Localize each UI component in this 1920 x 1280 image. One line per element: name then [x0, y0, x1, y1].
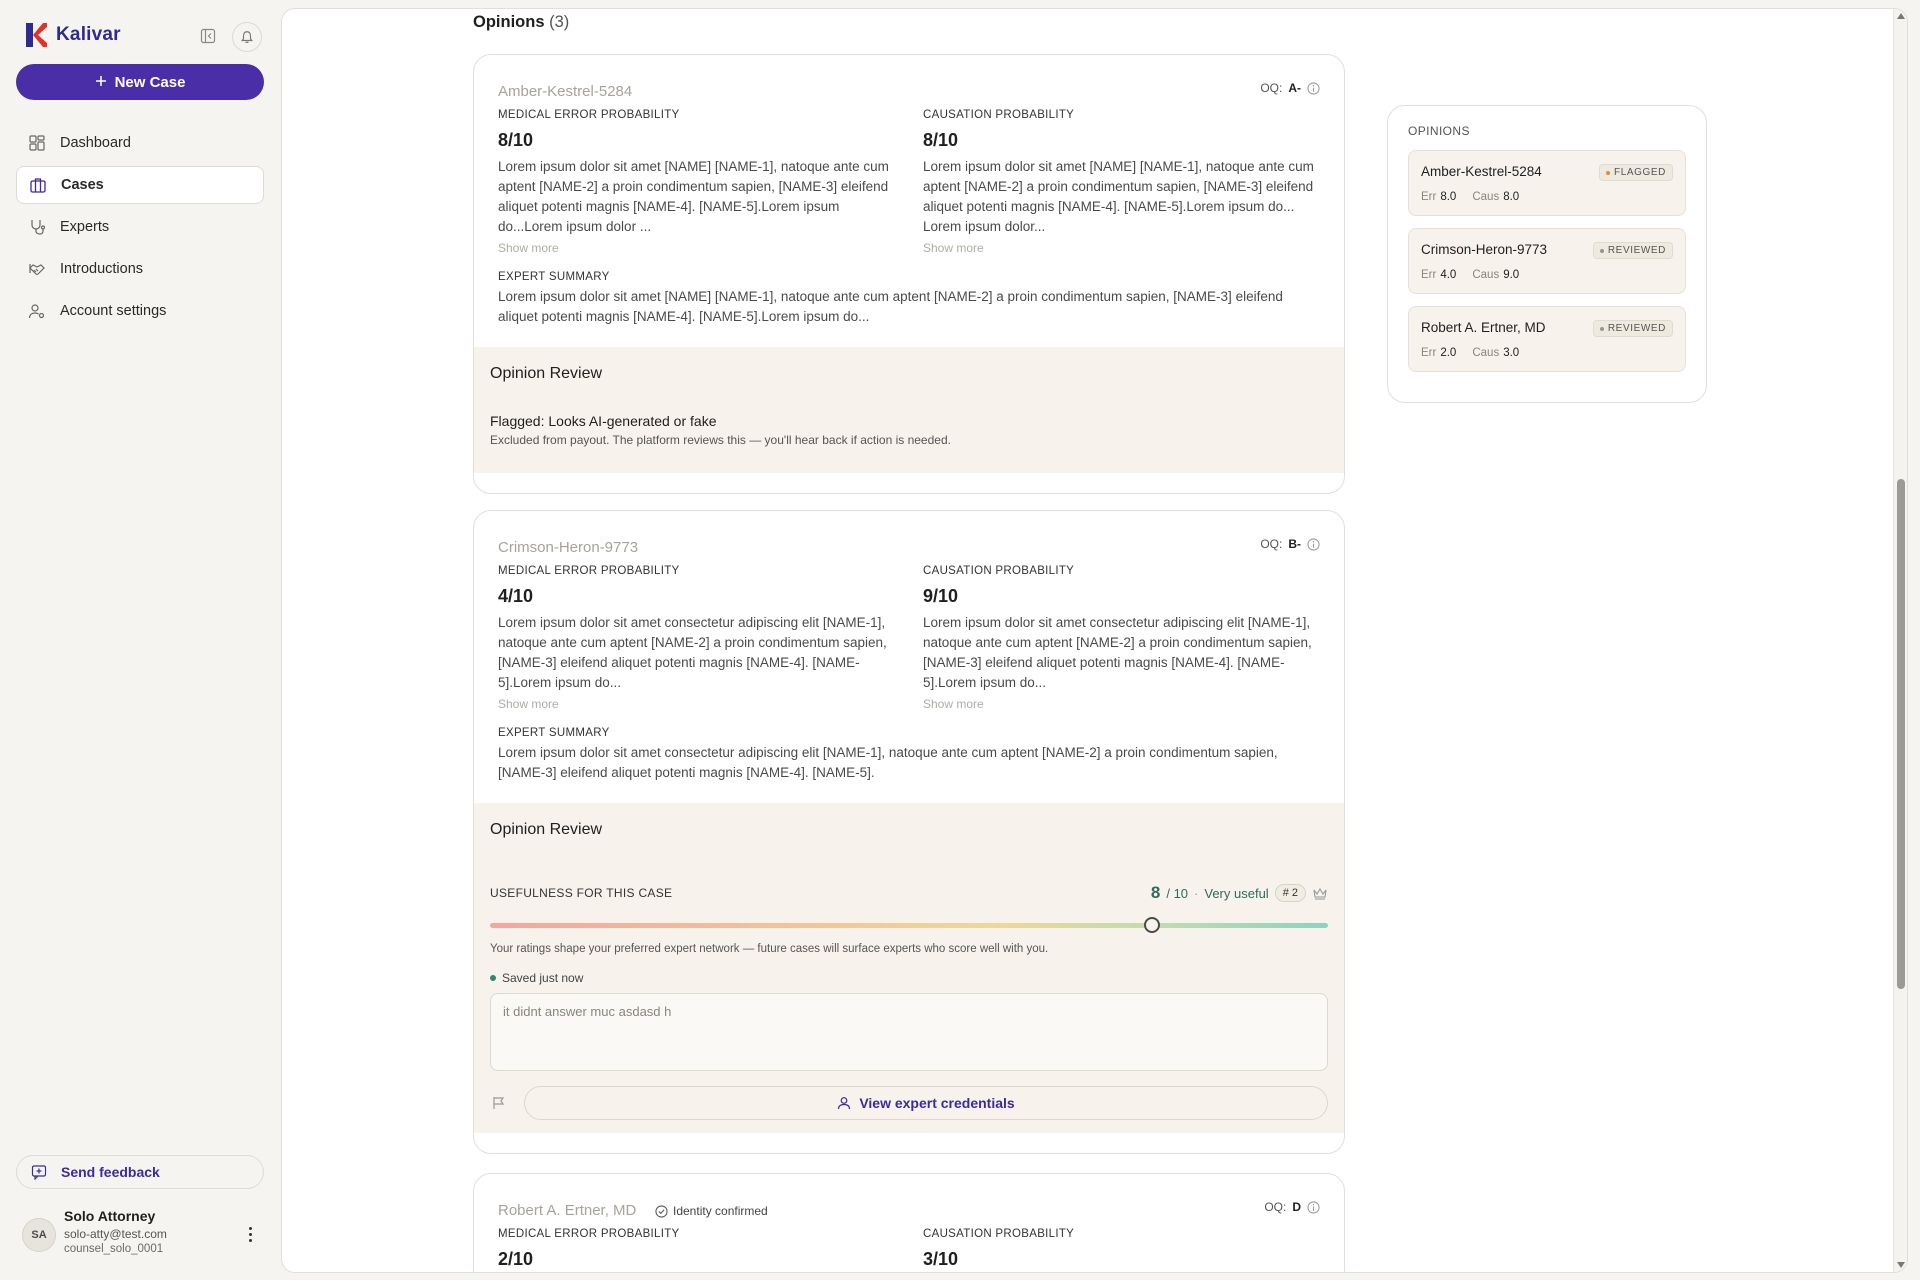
caus-label: Caus — [1472, 269, 1500, 281]
err-value: 4.0 — [1440, 269, 1457, 281]
main-panel — [281, 8, 1908, 1273]
review-title: Opinion Review — [490, 821, 603, 838]
brand[interactable] — [24, 22, 121, 48]
opinion-card — [473, 510, 1345, 1154]
status-text: REVIEWED — [1607, 245, 1666, 256]
expert-name: Crimson-Heron-9773 — [498, 539, 639, 556]
sidebar-item-label: Introductions — [60, 261, 144, 277]
briefcase-icon — [29, 176, 47, 194]
flag-icon[interactable] — [490, 1094, 508, 1112]
expert-name: Amber-Kestrel-5284 — [498, 83, 633, 100]
oq-value: A- — [1288, 81, 1301, 95]
causation-label: CAUSATION PROBABILITY — [923, 109, 1075, 121]
slider-track[interactable] — [490, 923, 1328, 928]
saved-text: Saved just now — [502, 971, 584, 985]
collapse-sidebar-icon[interactable] — [196, 24, 220, 48]
error-value: 8/10 — [498, 130, 534, 150]
expert-summary — [474, 727, 1344, 783]
handshake-icon — [28, 260, 46, 278]
panel-opinion-item[interactable] — [1408, 306, 1686, 372]
flag-status: Flagged: Looks AI-generated or fake — [490, 413, 717, 429]
sidebar-item-label: Dashboard — [60, 135, 131, 151]
avatar: SA — [22, 1218, 56, 1252]
expert-name: Robert A. Ertner, MD — [498, 1202, 637, 1219]
error-value: 4/10 — [498, 586, 534, 606]
show-more-link[interactable]: Show more — [498, 697, 559, 711]
rank-badge: # 2 — [1275, 884, 1306, 902]
user-email: solo-atty@test.com — [64, 1227, 167, 1241]
oq-label: OQ: — [1260, 81, 1283, 95]
user-icon — [837, 1096, 851, 1110]
sidebar-item-dashboard[interactable] — [16, 124, 264, 162]
status-text: REVIEWED — [1607, 323, 1666, 334]
usefulness-label: USEFULNESS FOR THIS CASE — [490, 886, 673, 900]
grid-icon — [28, 134, 46, 152]
summary-label: EXPERT SUMMARY — [498, 271, 610, 283]
show-more-link[interactable]: Show more — [923, 697, 984, 711]
error-value: 2/10 — [498, 1249, 534, 1269]
status-badge — [1593, 320, 1673, 337]
oq-grade — [1260, 537, 1320, 551]
identity-confirmed-badge — [655, 1204, 768, 1218]
sidebar-item-cases[interactable] — [16, 166, 264, 204]
user-name: Solo Attorney — [64, 1208, 156, 1224]
brand-name: Kalivar — [56, 24, 121, 45]
caus-value: 8.0 — [1503, 191, 1520, 203]
saved-status — [490, 971, 1328, 985]
show-more-link[interactable]: Show more — [498, 241, 559, 255]
panel-opinion-name: Amber-Kestrel-5284 — [1421, 164, 1542, 179]
score-separator: · — [1194, 885, 1199, 901]
err-value: 2.0 — [1440, 347, 1457, 359]
err-value: 8.0 — [1440, 191, 1457, 203]
caus-label: Caus — [1472, 347, 1500, 359]
status-text: FLAGGED — [1614, 167, 1666, 178]
view-expert-credentials-button[interactable] — [524, 1086, 1328, 1120]
review-title: Opinion Review — [490, 365, 603, 382]
rating-note: Your ratings shape your preferred expert network — future cases will surface experts who score well with you. — [490, 943, 1049, 955]
summary-text: Lorem ipsum dolor sit amet [NAME] [NAME-1], natoque ante cum aptent [NAME-2] a proin condimentum sapien, [NAME-3] eleifend aliquet potenti magnis [NAME-4]. [NAME-5].Lorem ipsum do... — [498, 289, 1283, 324]
sidebar-item-label: Account settings — [60, 303, 167, 319]
stethoscope-icon — [28, 218, 46, 236]
score-value: 8 — [1150, 883, 1161, 902]
panel-opinion-name: Crimson-Heron-9773 — [1421, 242, 1548, 257]
identity-label: Identity confirmed — [673, 1204, 768, 1218]
panel-title: OPINIONS — [1408, 124, 1470, 138]
opinion-count: (3) — [549, 13, 570, 31]
panel-opinion-name: Robert A. Ertner, MD — [1421, 320, 1546, 335]
status-badge — [1593, 242, 1673, 259]
panel-opinion-scores — [1421, 269, 1519, 281]
error-rationale: Lorem ipsum dolor sit amet consectetur adipiscing elit [NAME-1], natoque ante cum aptent [NAME-2] a proin condimentum sapien, [NAME-3] eleifend aliquet potenti magnis [NAME-4]. [NAME-5].Lorem ipsum do... — [498, 615, 887, 690]
feedback-icon — [31, 1164, 47, 1180]
expert-summary — [474, 271, 1344, 327]
new-case-button[interactable] — [16, 64, 264, 100]
sidebar-item-label: Cases — [61, 177, 104, 193]
sidebar-item-label: Experts — [60, 219, 110, 235]
oq-grade — [1264, 1200, 1320, 1214]
send-feedback-label: Send feedback — [61, 1164, 160, 1180]
panel-opinion-item[interactable] — [1408, 228, 1686, 294]
summary-text: Lorem ipsum dolor sit amet consectetur adipiscing elit [NAME-1], natoque ante cum aptent [NAME-2] a proin condimentum sapien, [NAME-3] eleifend aliquet potenti magnis [NAME-4]. [NAME-5]. — [498, 745, 1278, 780]
caus-label: Caus — [1472, 191, 1500, 203]
kalivar-logo-icon — [24, 22, 48, 48]
info-icon[interactable] — [1307, 538, 1320, 551]
sidebar-nav — [16, 124, 264, 334]
usefulness-score — [1151, 883, 1328, 903]
sidebar — [0, 0, 280, 1280]
status-dot-icon — [1606, 171, 1610, 175]
info-icon[interactable] — [1307, 1201, 1320, 1214]
saved-dot-icon — [490, 975, 496, 981]
slider-thumb[interactable] — [1144, 917, 1160, 933]
err-label: Err — [1421, 269, 1437, 281]
score-max: / 10 — [1166, 885, 1189, 901]
sidebar-item-introductions[interactable] — [16, 250, 264, 288]
vertical-scrollbar[interactable] — [1893, 9, 1907, 1272]
causation-probability — [923, 1228, 1320, 1270]
causation-label: CAUSATION PROBABILITY — [923, 565, 1075, 577]
sidebar-item-experts[interactable] — [16, 208, 264, 246]
info-icon[interactable] — [1307, 82, 1320, 95]
status-dot-icon — [1600, 249, 1604, 253]
flag-note: Excluded from payout. The platform reviews this — you'll hear back if action is needed. — [490, 433, 951, 447]
opinion-review — [474, 803, 1344, 1133]
causation-probability — [923, 109, 1320, 255]
error-label: MEDICAL ERROR PROBABILITY — [498, 1228, 680, 1240]
status-dot-icon — [1600, 327, 1604, 331]
oq-label: OQ: — [1260, 537, 1283, 551]
oq-value: B- — [1288, 537, 1301, 551]
review-notes-textarea[interactable] — [490, 993, 1328, 1071]
causation-rationale: Lorem ipsum dolor sit amet [NAME] [NAME-1], natoque ante cum aptent [NAME-2] a proin condimentum sapien, [NAME-3] eleifend aliquet potenti magnis [NAME-4]. [NAME-5].Lorem ipsum do... Lorem ipsum dolor... — [923, 159, 1314, 234]
scroll-up-arrow-icon[interactable] — [1897, 13, 1905, 19]
opinions-summary-panel — [1387, 105, 1707, 403]
new-case-label: New Case — [114, 73, 186, 91]
error-probability — [498, 565, 895, 711]
check-circle-icon — [655, 1205, 668, 1218]
credentials-label: View expert credentials — [859, 1095, 1015, 1111]
user-id: counsel_solo_0001 — [64, 1243, 164, 1255]
notifications-bell-icon[interactable] — [232, 22, 262, 52]
error-probability — [498, 109, 895, 255]
crown-icon[interactable] — [1312, 886, 1328, 900]
causation-value: 3/10 — [923, 1249, 959, 1269]
causation-label: CAUSATION PROBABILITY — [923, 1228, 1075, 1240]
panel-opinion-item[interactable] — [1408, 150, 1686, 216]
error-label: MEDICAL ERROR PROBABILITY — [498, 565, 680, 577]
err-label: Err — [1421, 191, 1437, 203]
section-title-text: Opinions — [473, 13, 545, 31]
user-menu-kebab-icon[interactable] — [242, 1224, 258, 1244]
send-feedback-button[interactable] — [16, 1155, 264, 1189]
error-probability — [498, 1228, 895, 1270]
opinion-review — [474, 347, 1344, 473]
user-gear-icon — [28, 302, 46, 320]
page-title — [473, 13, 569, 32]
error-label: MEDICAL ERROR PROBABILITY — [498, 109, 680, 121]
summary-label: EXPERT SUMMARY — [498, 727, 610, 739]
causation-value: 9/10 — [923, 586, 959, 606]
scrollbar-thumb[interactable] — [1897, 479, 1905, 989]
panel-opinion-scores — [1421, 347, 1519, 359]
oq-value: D — [1292, 1200, 1301, 1214]
opinion-card — [473, 1173, 1345, 1273]
caus-value: 9.0 — [1503, 269, 1520, 281]
status-badge — [1599, 164, 1673, 181]
show-more-link[interactable]: Show more — [923, 241, 984, 255]
oq-label: OQ: — [1264, 1200, 1287, 1214]
score-text: Very useful — [1204, 885, 1269, 901]
causation-rationale: Lorem ipsum dolor sit amet consectetur adipiscing elit [NAME-1], natoque ante cum aptent [NAME-2] a proin condimentum sapien, [NAME-3] eleifend aliquet potenti magnis [NAME-4]. [NAME-5].Lorem ipsum do... — [923, 615, 1312, 690]
caus-value: 3.0 — [1503, 347, 1520, 359]
opinion-card — [473, 54, 1345, 494]
user-profile[interactable] — [22, 1204, 262, 1264]
panel-opinion-scores — [1421, 191, 1519, 203]
scroll-down-arrow-icon[interactable] — [1897, 1262, 1905, 1268]
sidebar-item-account-settings[interactable] — [16, 292, 264, 330]
err-label: Err — [1421, 347, 1437, 359]
plus-icon — [95, 74, 107, 91]
oq-grade — [1260, 81, 1320, 95]
usefulness-slider[interactable] — [490, 915, 1328, 935]
causation-probability — [923, 565, 1320, 711]
causation-value: 8/10 — [923, 130, 959, 150]
error-rationale: Lorem ipsum dolor sit amet [NAME] [NAME-1], natoque ante cum aptent [NAME-2] a proin condimentum sapien, [NAME-3] eleifend aliquet potenti magnis [NAME-4]. [NAME-5].Lorem ipsum do...Lorem ipsum dolor ... — [498, 159, 889, 234]
